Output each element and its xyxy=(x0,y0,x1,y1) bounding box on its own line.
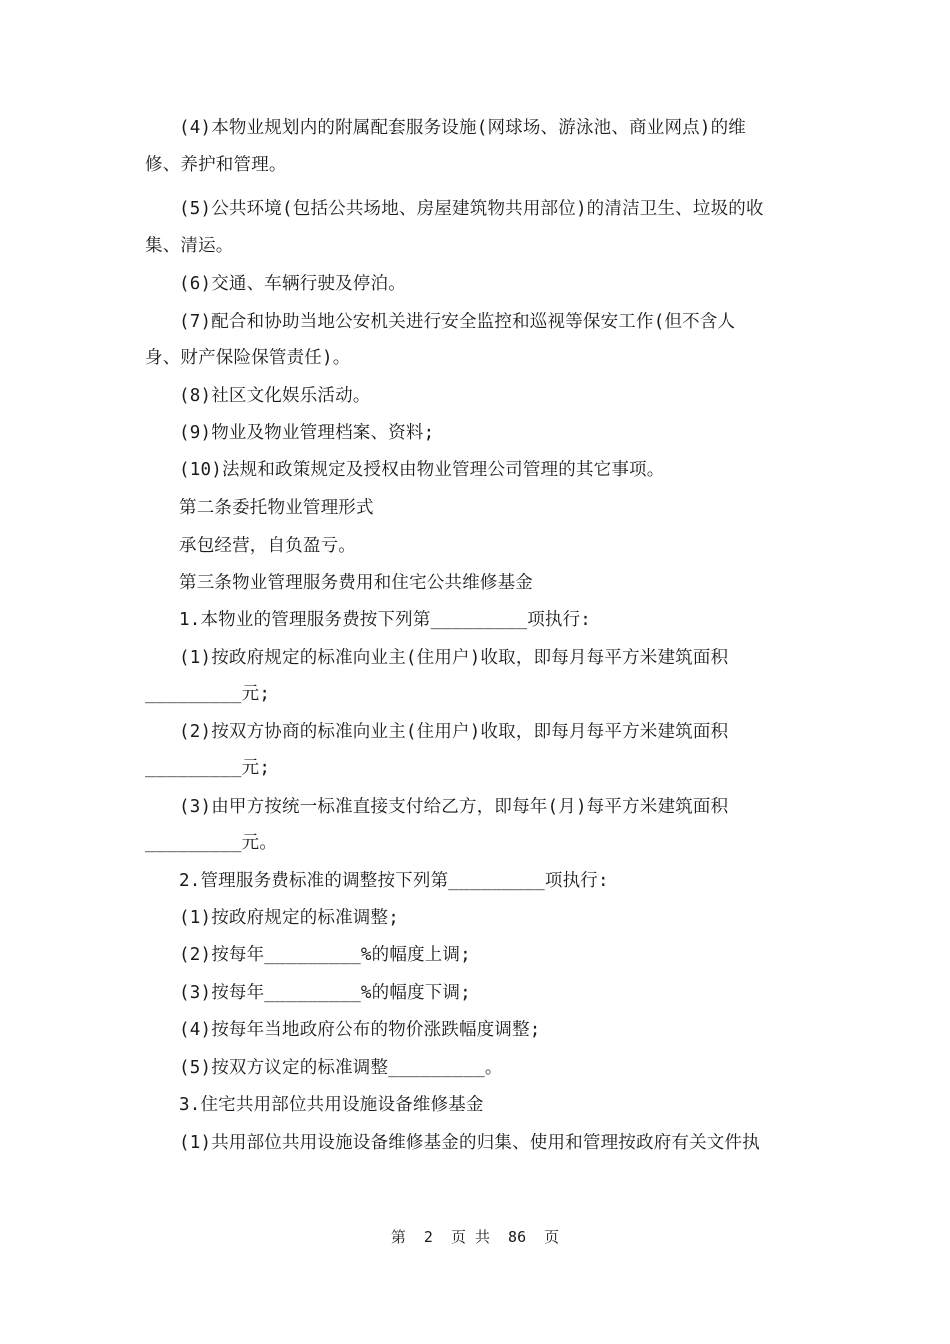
paragraph-line: (3)由甲方按统一标准直接支付给乙方，即每年(月)每平方米建筑面积 xyxy=(179,797,729,817)
paragraph-line: 3.住宅共用部位共用设施设备维修基金 xyxy=(179,1095,484,1115)
paragraph-line: 身、财产保险保管责任)。 xyxy=(145,348,351,368)
paragraph-line: _________元; xyxy=(145,684,271,704)
paragraph-line: (3)按每年_________%的幅度下调; xyxy=(179,983,471,1003)
paragraph-line: (5)公共环境(包括公共场地、房屋建筑物共用部位)的清洁卫生、垃圾的收 xyxy=(179,199,764,219)
paragraph-line: (10)法规和政策规定及授权由物业管理公司管理的其它事项。 xyxy=(179,460,665,480)
paragraph-line: (2)按每年_________%的幅度上调; xyxy=(179,945,471,965)
paragraph-line: _________元。 xyxy=(145,833,278,853)
paragraph-line: (8)社区文化娱乐活动。 xyxy=(179,386,371,406)
paragraph-line: (1)按政府规定的标准向业主(住用户)收取，即每月每平方米建筑面积 xyxy=(179,648,729,668)
paragraph-line: 修、养护和管理。 xyxy=(145,155,287,175)
paragraph-line: (1)按政府规定的标准调整; xyxy=(179,908,399,928)
paragraph-line: (9)物业及物业管理档案、资料; xyxy=(179,423,435,443)
page-number-footer: 第 2 页 共 86 页 xyxy=(390,1228,560,1246)
paragraph-line: (4)本物业规划内的附属配套服务设施(网球场、游泳池、商业网点)的维 xyxy=(179,118,746,138)
paragraph-line: 2.管理服务费标准的调整按下列第_________项执行: xyxy=(179,871,609,891)
paragraph-line: 集、清运。 xyxy=(145,236,234,256)
paragraph-line: (1)共用部位共用设施设备维修基金的归集、使用和管理按政府有关文件执 xyxy=(179,1133,760,1153)
paragraph-line: (5)按双方议定的标准调整_________。 xyxy=(179,1058,503,1078)
paragraph-line: (2)按双方协商的标准向业主(住用户)收取，即每月每平方米建筑面积 xyxy=(179,722,729,742)
paragraph-line: _________元; xyxy=(145,758,271,778)
paragraph-line: (6)交通、车辆行驶及停泊。 xyxy=(179,274,406,294)
section-heading: 第三条物业管理服务费用和住宅公共维修基金 xyxy=(179,573,533,593)
paragraph-line: 1.本物业的管理服务费按下列第_________项执行: xyxy=(179,610,592,630)
paragraph-line: (4)按每年当地政府公布的物价涨跌幅度调整; xyxy=(179,1020,541,1040)
paragraph-line: (7)配合和协助当地公安机关进行安全监控和巡视等保安工作(但不含人 xyxy=(179,312,736,332)
paragraph-line: 承包经营，自负盈亏。 xyxy=(179,536,356,556)
section-heading: 第二条委托物业管理形式 xyxy=(179,498,374,518)
